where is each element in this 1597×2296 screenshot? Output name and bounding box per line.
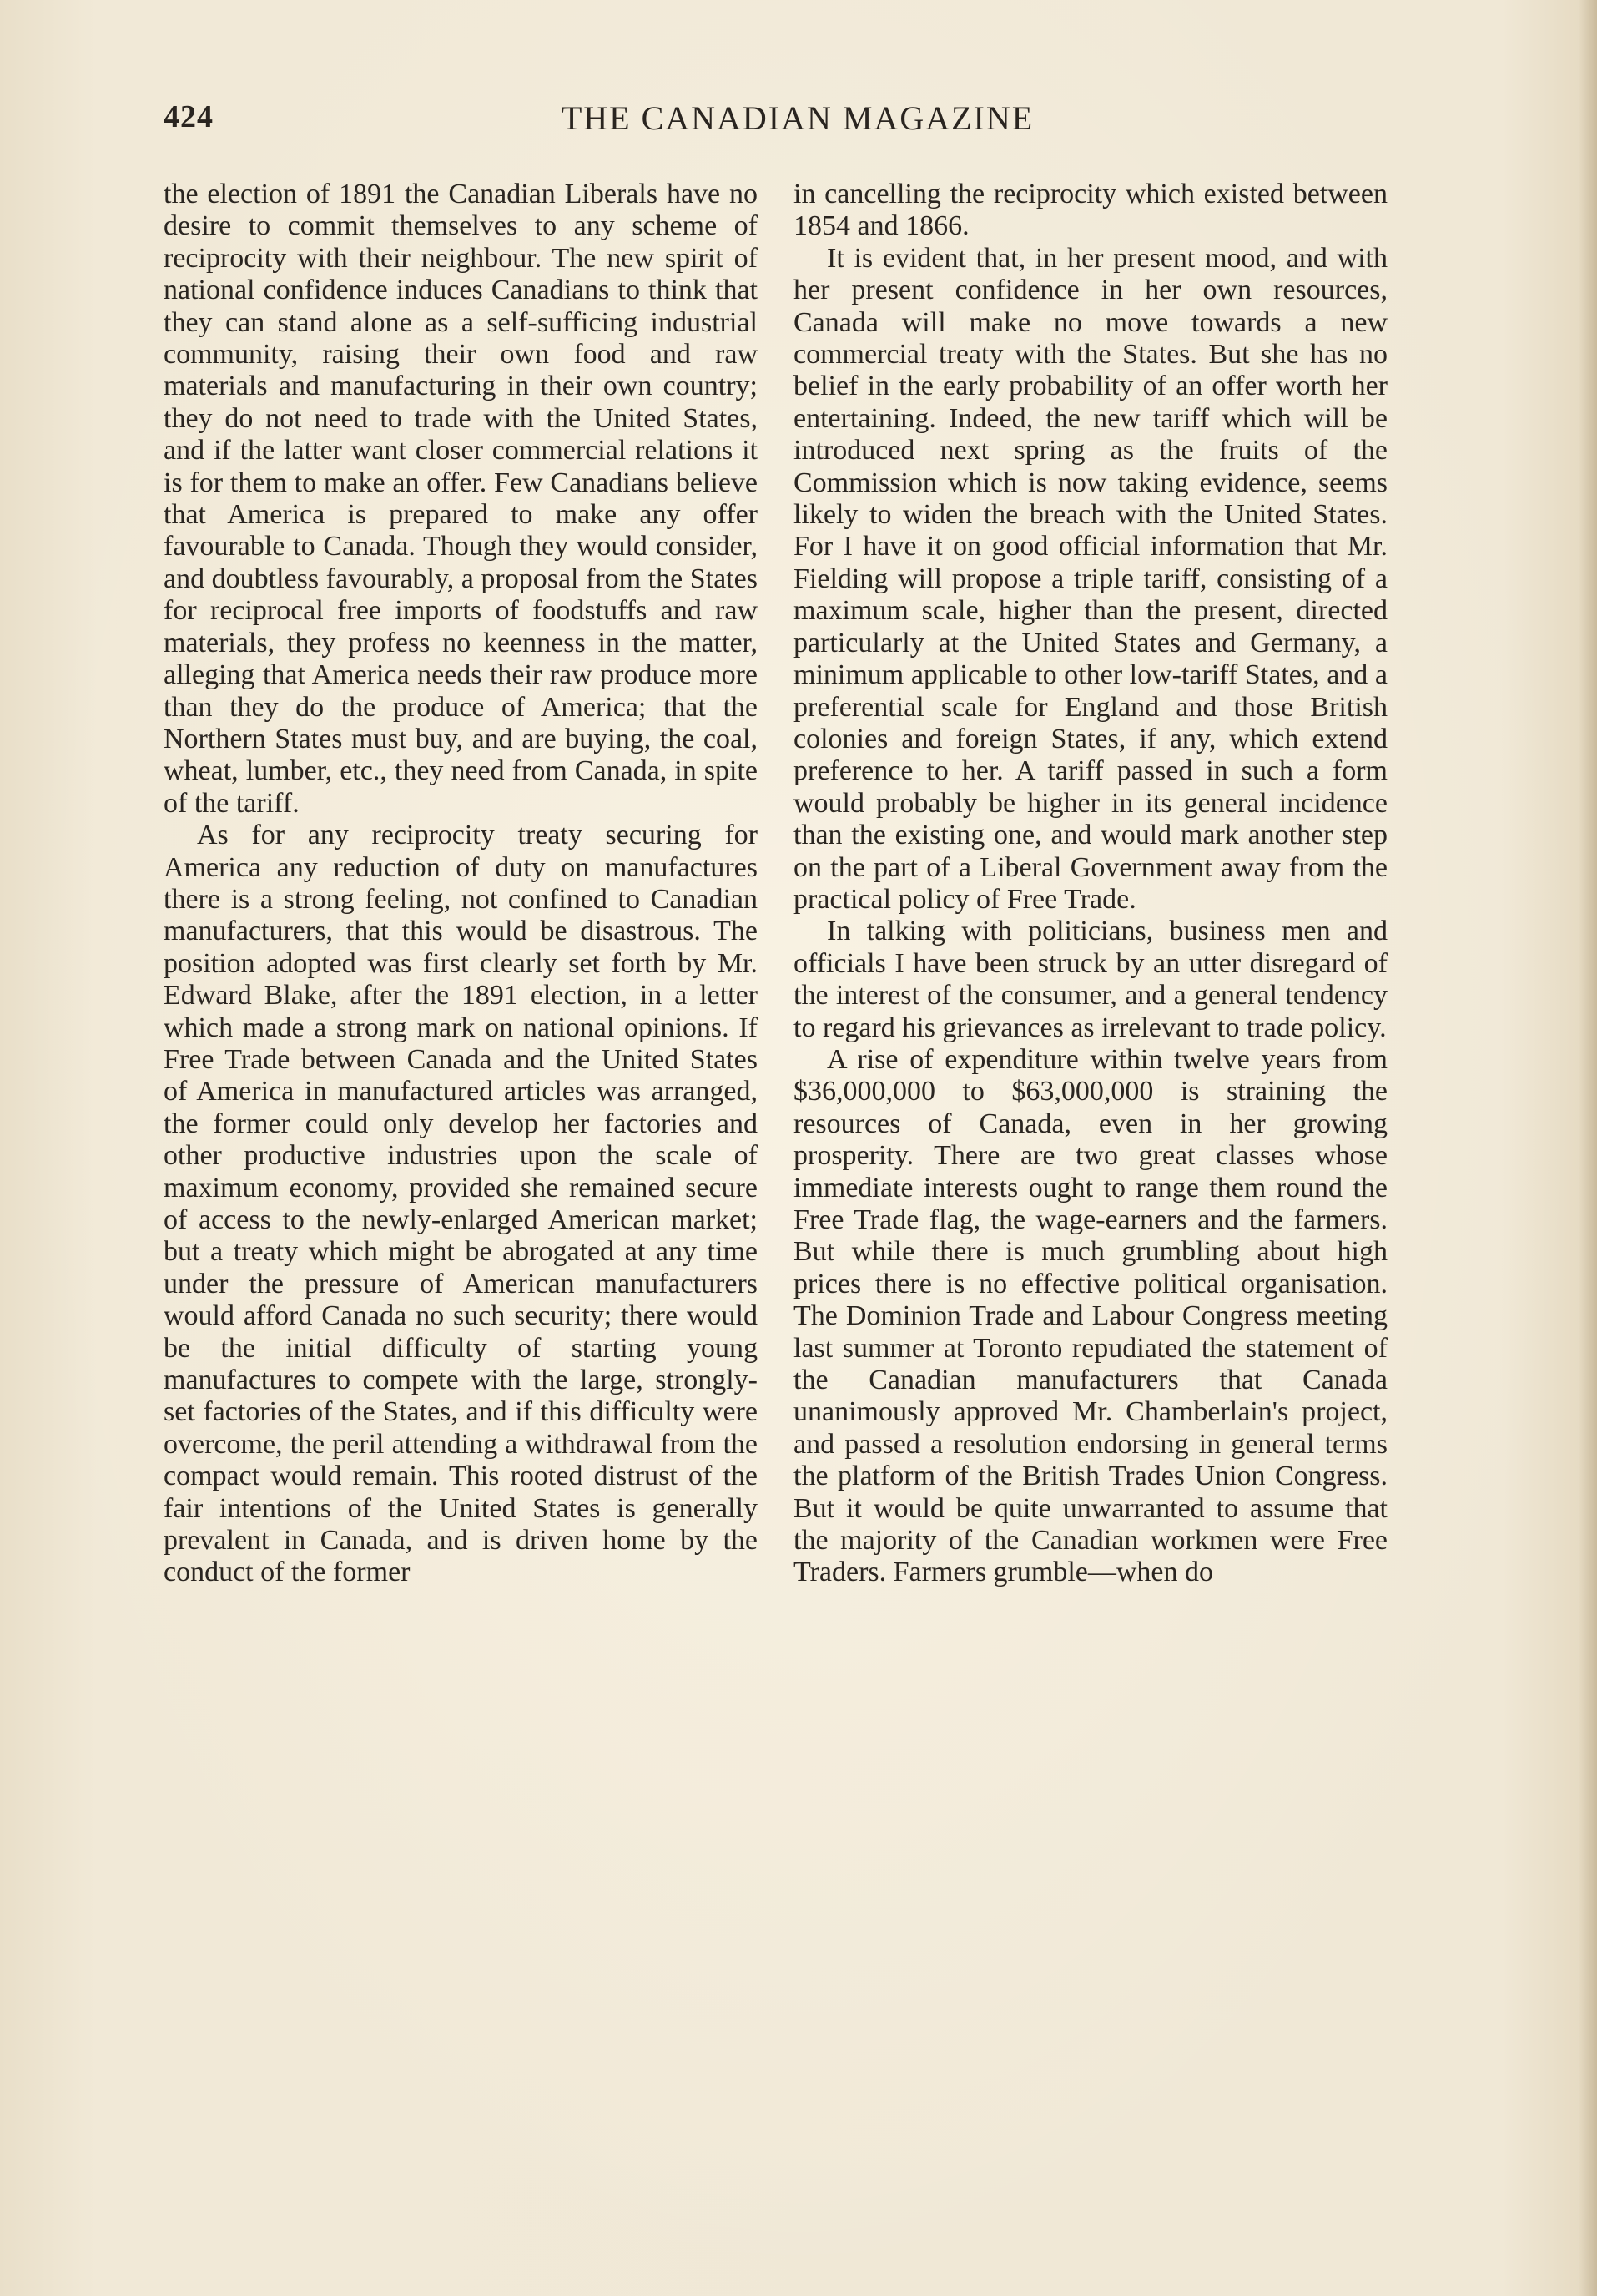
- paragraph: in cancelling the reciprocity which existed between 1854 and 1866.: [793, 179, 1388, 242]
- page-edge-shadow: [1579, 0, 1597, 2296]
- paragraph: As for any reciprocity treaty securing for America any reduction of duty on manufactures there is a strong feeling, not confined to Canadian manufacturers, that this would be disastrous. The position adopted was first clearly set forth by Mr. Edward Blake, after the 1891 election, in a letter which made a strong mark on national opinions. If Free Trade between Canada and the United States of America in manufactured articles was arranged, the former could only develop her factories and other productive industries upon the scale of maximum economy, provided she remained secure of access to the newly-enlarged American market; but a treaty which might be abrogated at any time under the pressure of American manufacturers would afford Canada no such security; there would be the initial difficulty of starting young manufactures to compete with the large, strongly-set factories of the States, and if this difficulty were overcome, the peril attending a withdrawal from the compact would remain. This rooted distrust of the fair intentions of the United States is generally prevalent in Canada, and is driven home by the conduct of the former: [164, 820, 758, 1588]
- paragraph: A rise of expenditure within twelve years from $36,000,000 to $63,000,000 is straining the resources of Canada, even in her growing prosperity. There are two great classes whose immediate interests ought to range them round the Free Trade flag, the wage-earners and the farmers. But while there is much grumbling about high prices there is no effective political organisation. The Dominion Trade and Labour Congress meeting last summer at Toronto repudiated the statement of the Canadian manufacturers that Canada unanimously approved Mr. Chamberlain's project, and passed a resolution endorsing in general terms the platform of the British Trades Union Congress. But it would be quite unwarranted to assume that the majority of the Canadian workmen were Free Traders. Farmers grumble—when do: [793, 1043, 1388, 1588]
- right-column: [793, 179, 1388, 1589]
- paragraph: It is evident that, in her present mood, and with her present confidence in her own resources, Canada will make no move towards a new commercial treaty with the States. But she has no belief in the early probability of an offer worth her entertaining. Indeed, the new tariff which will be introduced next spring as the fruits of the Commission which is now taking evidence, seems likely to widen the breach with the United States. For I have it on good official information that Mr. Fielding will propose a triple tariff, consisting of a maximum scale, higher than the present, directed particularly at the United States and Germany, a minimum applicable to other low-tariff States, and a preferential scale for England and those British colonies and foreign States, if any, which extend preference to her. A tariff passed in such a form would probably be higher in its general incidence than the existing one, and would mark another step on the part of a Liberal Government away from the practical policy of Free Trade.: [793, 242, 1388, 915]
- paragraph: the election of 1891 the Canadian Liberals have no desire to commit themselves to any scheme of reciprocity with their neighbour. The new spirit of national confidence induces Canadians to think that they can stand alone as a self-sufficing industrial community, raising their own food and raw materials and manufacturing in their own country; they do not need to trade with the United States, and if the latter want closer commercial relations it is for them to make an offer. Few Canadians believe that America is prepared to make any offer favourable to Canada. Though they would consider, and doubtless favourably, a proposal from the States for reciprocal free imports of foodstuffs and raw materials, they profess no keenness in the matter, alleging that America needs their raw produce more than they do the produce of America; that the Northern States must buy, and are buying, the coal, wheat, lumber, etc., they need from Canada, in spite of the tariff.: [164, 179, 758, 819]
- left-column: [164, 179, 758, 1589]
- page-header: [164, 98, 1432, 149]
- paragraph: In talking with politicians, business men and officials I have been struck by an utter disregard of the interest of the consumer, and a general tendency to regard his grievances as irrelevant to trade policy.: [793, 916, 1388, 1043]
- page-number: 424: [164, 99, 214, 134]
- running-head: THE CANADIAN MAGAZINE: [561, 99, 1035, 137]
